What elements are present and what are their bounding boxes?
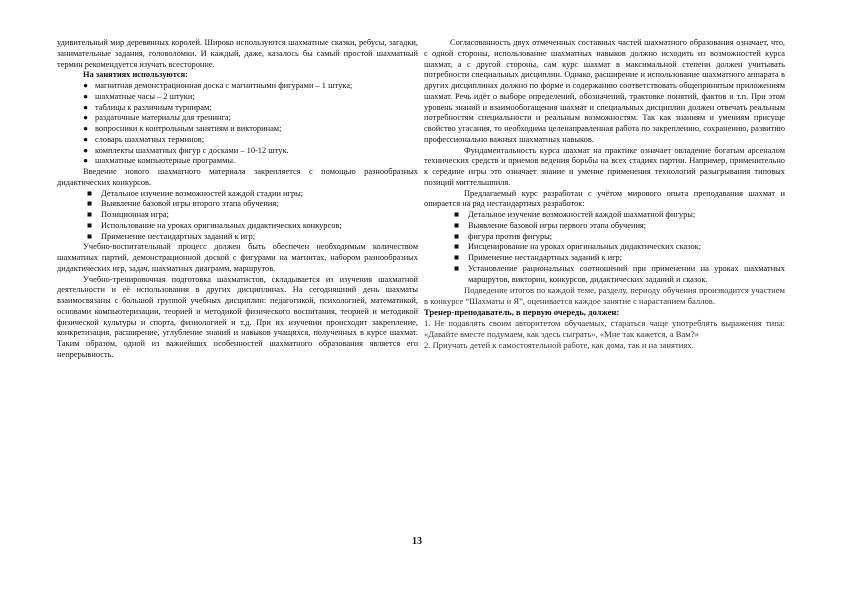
square-bullet-icon: ■ — [87, 220, 93, 230]
list-item: ■ Инсценирование на уроках оригинальных дидактических сказок; — [454, 242, 702, 252]
right-column — [424, 38, 785, 351]
bullet-icon: ● — [83, 91, 89, 101]
list-item: ■ Использование на уроках оригинальных дидактических конкурсов; — [87, 220, 342, 230]
bullet-icon: ● — [83, 134, 89, 144]
list-item: ■ Применение нестандартных заданий к игр; — [87, 231, 256, 241]
paragraph: удивительный мир деревянных королей. Широко используются шахматные сказки, ребусы, загадки, занимательные задания, головоломки. И каждый, даже, казалось бы самый простой шахматный термин рекомендуется изучать всесторонне. — [57, 38, 418, 69]
list-item: ● комплекты шахматных фигур с досками – 10-12 штук. — [83, 145, 289, 155]
list-item: ■ фигура против фигуры; — [454, 231, 553, 241]
numbered-item: 1. Не подавлять своим авторитетом обучаемых, стараться чаще употреблять выражения типа: «Давайте вместе подумаем, как здесь сыграть», «Мне так кажется, а Вам?» — [424, 318, 785, 340]
list-item: ■ Детальное изучение возможностей каждой стадии игры; — [87, 188, 304, 198]
list-item: ● шахматные часы – 2 штуки; — [83, 91, 195, 101]
list-item: ■ Выявление базовой игры первого этапа обучения; — [454, 220, 647, 230]
list-item: ■ Детальное изучение возможностей каждой шахматной фигуры; — [454, 210, 696, 219]
list-item: ● словарь шахматных терминов; — [83, 134, 205, 144]
bullet-icon: ● — [83, 145, 89, 155]
section-heading: На занятиях используются: — [83, 70, 188, 80]
paragraph: Учебно-воспитательный процесс должен быть обеспечен необходимым количеством шахматных партий, демонстрационной доской с фигурами на магнитах, набором разнообразных дидактических игр, задач, шахматных диаграмм, маршрутов. — [57, 242, 418, 273]
paragraph: Предлагаемый курс разработан с учётом мирового опыта преподавания шахмат и опирается на ряд нестандартных разработок: — [424, 188, 785, 209]
list-item: ● таблицы к различным турнирам; — [83, 102, 212, 112]
paragraph: Согласованность двух отмеченных составных частей шахматного образования означает, что, с одной стороны, использование шахматных навыков должно исходить из возможностей курса шахмат, а с другой стороны, сам курс шахмат в максимальной степени должен учитывать потребности специальных дисциплин. Однако, расширение и использование шахматного аппарата в других дисциплинах должно по форме и содержанию соответствовать общепринятым приложениям шахмат. Речь идёт о выборе определений, обозначений, трактовке понятий, фактов и т.п. При этом уровень знаний и взаимообогащения шахмат и специальных дисциплин должен отвечать реальным потребностям специальности и реальным возможностям. Так как знаниям и умениям присуще свойство угасания, то необходима целенаправленная работа по закреплению, сохранению, развитию профессионально важных шахматных навыков. — [424, 38, 785, 144]
bullet-icon: ● — [83, 102, 89, 112]
square-bullet-icon: ■ — [87, 231, 93, 241]
square-bullet-icon: ■ — [454, 263, 460, 273]
list-item: ● шахматные компьютерные программы. — [83, 156, 236, 166]
numbered-item: 2. Приучать детей к самостоятельной работе, как дома, так и на занятиях. — [424, 340, 694, 351]
list-item: ● вопросники к контрольным занятиям и викторинам; — [83, 124, 282, 133]
paragraph: Подведение итогов по каждой теме, разделу, периоду обучения производится участием в конкурсе “Шахматы и Я”, оценивается каждое занятие с нарастанием баллов. — [424, 285, 785, 307]
square-bullet-icon: ■ — [454, 220, 460, 230]
equipment-list — [57, 81, 418, 167]
list-item: ■ Установление рациональных соотношений при применении на уроках шахматных маршрутов, викторин, конкурсов, дидактических заданий и сказок. — [454, 263, 785, 284]
left-column — [57, 38, 418, 361]
list-item: ● магнитная демонстрационная доска с магнитными фигурами – 1 штука; — [83, 81, 353, 90]
square-bullet-icon: ■ — [87, 199, 93, 209]
contests-list — [57, 189, 418, 243]
paragraph: Учебно-тренировочная подготовка шахматистов, складывается из изучения шахматной деятельности и её использования в других дисциплинах. На сегодняшний день шахматы взаимосвязаны с большой группой учебных дисциплин: педагогикой, психологией, математикой, основами компьютеризации, теорией и методикой физического воспитания, теорией и методикой физической культуры и спорта, физиологией и т.д. При их изучении происходит закрепление, конкретизация, расширение, углубление знаний и навыков учащихся, полученных в курсе шахмат. Таким образом, одной из важнейших особенностей шахматного образования является его непрерывность. — [57, 274, 418, 359]
developments-list — [424, 210, 785, 285]
page-number: 13 — [412, 536, 422, 547]
list-item: ■ Позиционная игра; — [87, 210, 169, 219]
square-bullet-icon: ■ — [87, 210, 93, 219]
list-item: ■ Выявление базовой игры второго этапа обучения; — [87, 199, 279, 209]
list-item: ● раздаточные материалы для тренинга; — [83, 113, 231, 123]
square-bullet-icon: ■ — [87, 188, 93, 198]
bullet-icon: ● — [83, 81, 89, 90]
square-bullet-icon: ■ — [454, 253, 460, 262]
paragraph: Введение нового шахматного материала закрепляется с помощью разнообразных дидактических конкурсов. — [57, 167, 418, 187]
list-item: ■ Применение нестандартных заданий к игр; — [454, 253, 623, 262]
bullet-icon: ● — [83, 156, 89, 166]
square-bullet-icon: ■ — [454, 210, 460, 219]
square-bullet-icon: ■ — [454, 242, 460, 252]
square-bullet-icon: ■ — [454, 231, 460, 241]
bullet-icon: ● — [83, 113, 89, 123]
section-heading: Тренер-преподаватель, в первую очередь, должен: — [424, 307, 620, 318]
trainer-section — [424, 285, 785, 351]
bullet-icon: ● — [83, 124, 89, 133]
paragraph: Фундаментальность курса шахмат на практике означает овладение богатым арсеналом технических средств и приемов ведения борьбы на всех стадиях партии. Например, применительно к середине игры это означает знание и умение применения технологий разыгрывания типовых позиций миттельшпиля. — [424, 145, 785, 187]
